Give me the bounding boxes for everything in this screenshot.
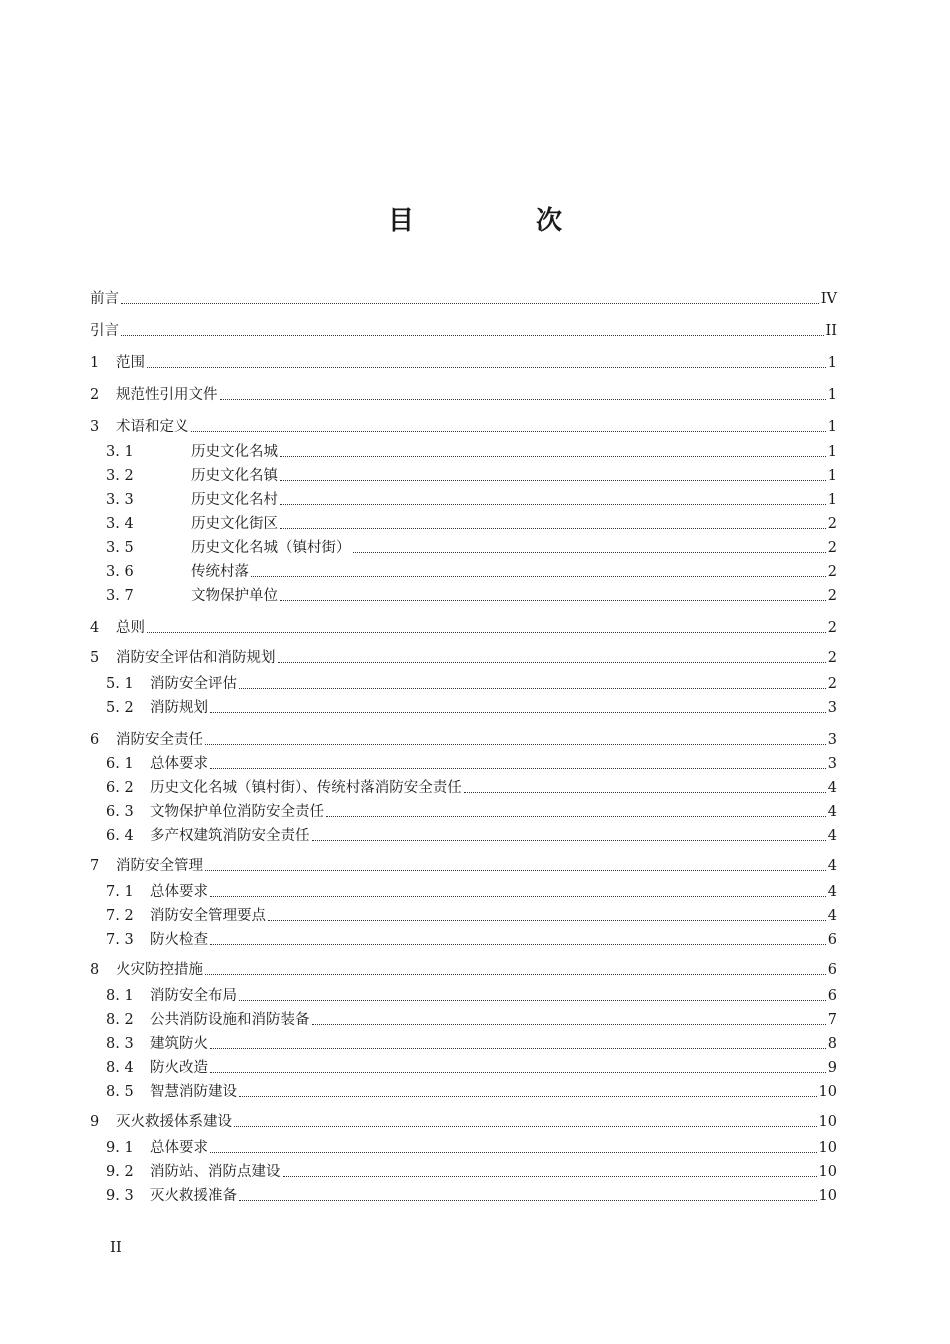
dot-leader [205,870,826,871]
dot-leader [280,504,826,505]
toc-entry-page: 4 [827,858,837,874]
toc-entry-page: 2 [827,540,837,556]
toc-entry-label: 传统村落 [191,564,249,580]
toc-entry-number: 6. 4 [106,828,134,844]
toc-entry[interactable] [90,856,837,876]
toc-entry-label: 消防安全布局 [150,988,237,1004]
toc-entry-page: IV [820,291,837,307]
toc-entry-number: 5 [90,650,100,666]
toc-entry-label: 历史文化名镇 [191,468,278,484]
toc-entry-number: 3. 5 [106,540,134,556]
toc-entry[interactable] [90,730,837,750]
toc-entry-number: 9 [90,1114,100,1130]
footer-page-number: II [110,1238,122,1256]
toc-entry-page: 4 [827,908,837,924]
toc-entry-label: 总体要求 [150,756,208,772]
toc-entry-number: 5. 2 [106,700,134,716]
dot-leader [205,744,826,745]
toc-entry-number: 9. 2 [106,1164,134,1180]
dot-leader [121,335,824,336]
toc-entry-page: 1 [827,468,837,484]
toc-entry-page: 4 [827,884,837,900]
dot-leader [147,632,826,633]
dot-leader [234,1126,817,1127]
toc-entry-page: 1 [827,444,837,460]
dot-leader [205,974,826,975]
dot-leader [312,840,826,841]
toc-entry-number: 7 [90,858,100,874]
toc-entry-number: 5. 1 [106,676,134,692]
toc-entry[interactable] [106,826,837,846]
toc-entry-number: 1 [90,355,100,371]
dot-leader [191,431,826,432]
dot-leader [280,456,826,457]
toc-entry-number: 6 [90,732,100,748]
toc-entry-label: 消防安全评估和消防规划 [116,650,276,666]
toc-entry[interactable] [106,882,837,902]
dot-leader [283,1176,817,1177]
dot-leader [210,768,826,769]
dot-leader [268,920,826,921]
toc-entry[interactable] [90,321,837,341]
toc-entry-page: 6 [827,988,837,1004]
toc-entry-page: 4 [827,780,837,796]
toc-entry[interactable] [106,1010,837,1030]
dot-leader [210,1072,826,1073]
toc-entry-page: 1 [827,387,837,403]
page-title: 目 次 [387,206,610,236]
toc-entry-page: 3 [827,700,837,716]
toc-entry-number: 8. 4 [106,1060,134,1076]
toc-entry-label: 消防安全评估 [150,676,237,692]
toc-entry-number: 3. 2 [106,468,134,484]
toc-entry[interactable] [106,586,837,606]
toc-entry-label: 灭火救援体系建设 [116,1114,232,1130]
toc-entry-page: 10 [818,1114,837,1130]
toc-entry-label: 智慧消防建设 [150,1084,237,1100]
toc-entry-page: 2 [827,588,837,604]
toc-entry[interactable] [106,538,837,558]
toc-entry-page: 6 [827,962,837,978]
toc-entry[interactable] [106,1082,837,1102]
dot-leader [464,792,826,793]
toc-entry-page: 7 [827,1012,837,1028]
toc-entry[interactable] [90,960,837,980]
toc-entry[interactable] [106,1138,837,1158]
toc-entry[interactable] [106,514,837,534]
toc-entry-number: 6. 3 [106,804,134,820]
toc-entry-label: 消防安全管理要点 [150,908,266,924]
toc-entry[interactable] [90,648,837,668]
dot-leader [251,576,826,577]
toc-entry[interactable] [106,490,837,510]
toc-entry-label: 文物保护单位 [191,588,278,604]
dot-leader [210,1152,817,1153]
toc-entry-page: 3 [827,732,837,748]
toc-entry-page: 1 [827,419,837,435]
toc-entry-page: 1 [827,492,837,508]
toc-entry-page: 8 [827,1036,837,1052]
dot-leader [326,816,826,817]
toc-entry-label: 消防安全责任 [116,732,203,748]
toc-entry-label: 火灾防控措施 [116,962,203,978]
dot-leader [210,712,826,713]
toc-entry-number: 7. 3 [106,932,134,948]
toc-entry-number: 3. 7 [106,588,134,604]
toc-entry-label: 术语和定义 [116,419,189,435]
toc-entry[interactable] [106,562,837,582]
toc-entry[interactable] [106,466,837,486]
toc-entry[interactable] [106,1034,837,1054]
toc-entry-label: 防火改造 [150,1060,208,1076]
toc-entry-label: 消防规划 [150,700,208,716]
toc-entry-label: 文物保护单位消防安全责任 [150,804,324,820]
toc-entry-label: 消防安全管理 [116,858,203,874]
toc-entry-number: 8. 2 [106,1012,134,1028]
toc-entry-label: 历史文化街区 [191,516,278,532]
toc-entry[interactable] [106,698,837,718]
dot-leader [239,1200,817,1201]
toc-entry-label: 引言 [90,323,119,339]
toc-entry[interactable] [106,1186,837,1206]
dot-leader [210,944,826,945]
dot-leader [239,1096,817,1097]
toc-entry-number: 6. 1 [106,756,134,772]
toc-entry-number: 3. 4 [106,516,134,532]
toc-entry-label: 总则 [116,620,145,636]
toc-entry[interactable] [106,778,837,798]
toc-entry-label: 消防站、消防点建设 [150,1164,281,1180]
toc-entry-label: 范围 [116,355,145,371]
toc-entry-number: 9. 3 [106,1188,134,1204]
toc-entry-label: 规范性引用文件 [116,387,218,403]
dot-leader [280,528,826,529]
toc-entry[interactable] [90,289,837,309]
toc-entry-page: 1 [827,355,837,371]
dot-leader [210,1048,826,1049]
toc-entry-page: 4 [827,828,837,844]
toc-entry-page: 10 [818,1140,837,1156]
toc-entry-label: 灭火救援准备 [150,1188,237,1204]
dot-leader [280,600,826,601]
toc-entry[interactable] [106,442,837,462]
toc-entry-label: 建筑防火 [150,1036,208,1052]
dot-leader [210,896,826,897]
toc-entry-page: 3 [827,756,837,772]
toc-entry[interactable] [106,802,837,822]
dot-leader [280,480,826,481]
toc-entry-number: 7. 2 [106,908,134,924]
toc-entry-page: 10 [818,1188,837,1204]
dot-leader [239,1000,826,1001]
toc-entry-number: 4 [90,620,100,636]
toc-entry[interactable] [106,1162,837,1182]
toc-entry[interactable] [106,986,837,1006]
toc-entry-page: 2 [827,650,837,666]
toc-entry-number: 9. 1 [106,1140,134,1156]
toc-entry-page: II [825,323,837,339]
toc-entry-label: 公共消防设施和消防装备 [150,1012,310,1028]
toc-entry-number: 8. 3 [106,1036,134,1052]
toc-entry-page: 10 [818,1164,837,1180]
toc-entry-number: 8. 5 [106,1084,134,1100]
toc-entry-number: 3 [90,419,100,435]
dot-leader [121,303,819,304]
toc-entry-number: 2 [90,387,100,403]
dot-leader [220,399,826,400]
dot-leader [353,552,826,553]
toc-entry-label: 历史文化名城 [191,444,278,460]
toc-entry[interactable] [106,906,837,926]
toc-entry[interactable] [106,1058,837,1078]
toc-entry-page: 10 [818,1084,837,1100]
dot-leader [147,367,826,368]
toc-entry[interactable] [106,674,837,694]
toc-entry-page: 2 [827,564,837,580]
toc-entry-page: 6 [827,932,837,948]
toc-entry[interactable] [106,930,837,950]
toc-entry-number: 7. 1 [106,884,134,900]
toc-entry-label: 历史文化名城（镇村街）、传统村落消防安全责任 [150,780,462,796]
toc-entry-label: 多产权建筑消防安全责任 [150,828,310,844]
dot-leader [312,1024,826,1025]
toc-entry-page: 4 [827,804,837,820]
dot-leader [239,688,826,689]
dot-leader [278,662,826,663]
toc-entry[interactable] [90,417,837,437]
toc-entry-label: 历史文化名村 [191,492,278,508]
toc-entry[interactable] [90,1112,837,1132]
toc-entry-label: 总体要求 [150,884,208,900]
toc-entry-number: 3. 1 [106,444,134,460]
toc-entry-label: 历史文化名城（镇村街） [191,540,351,556]
toc-entry-label: 前言 [90,291,119,307]
toc-entry-page: 2 [827,516,837,532]
toc-entry-page: 9 [827,1060,837,1076]
toc-entry-number: 8 [90,962,100,978]
toc-entry[interactable] [106,754,837,774]
toc-entry-page: 2 [827,620,837,636]
toc-entry-page: 2 [827,676,837,692]
toc-entry-number: 8. 1 [106,988,134,1004]
toc-entry-label: 防火检查 [150,932,208,948]
toc-entry[interactable] [90,353,837,373]
toc-entry[interactable] [90,385,837,405]
toc-entry-number: 3. 3 [106,492,134,508]
toc-entry[interactable] [90,618,837,638]
toc-entry-number: 3. 6 [106,564,134,580]
toc-entry-number: 6. 2 [106,780,134,796]
toc-entry-label: 总体要求 [150,1140,208,1156]
